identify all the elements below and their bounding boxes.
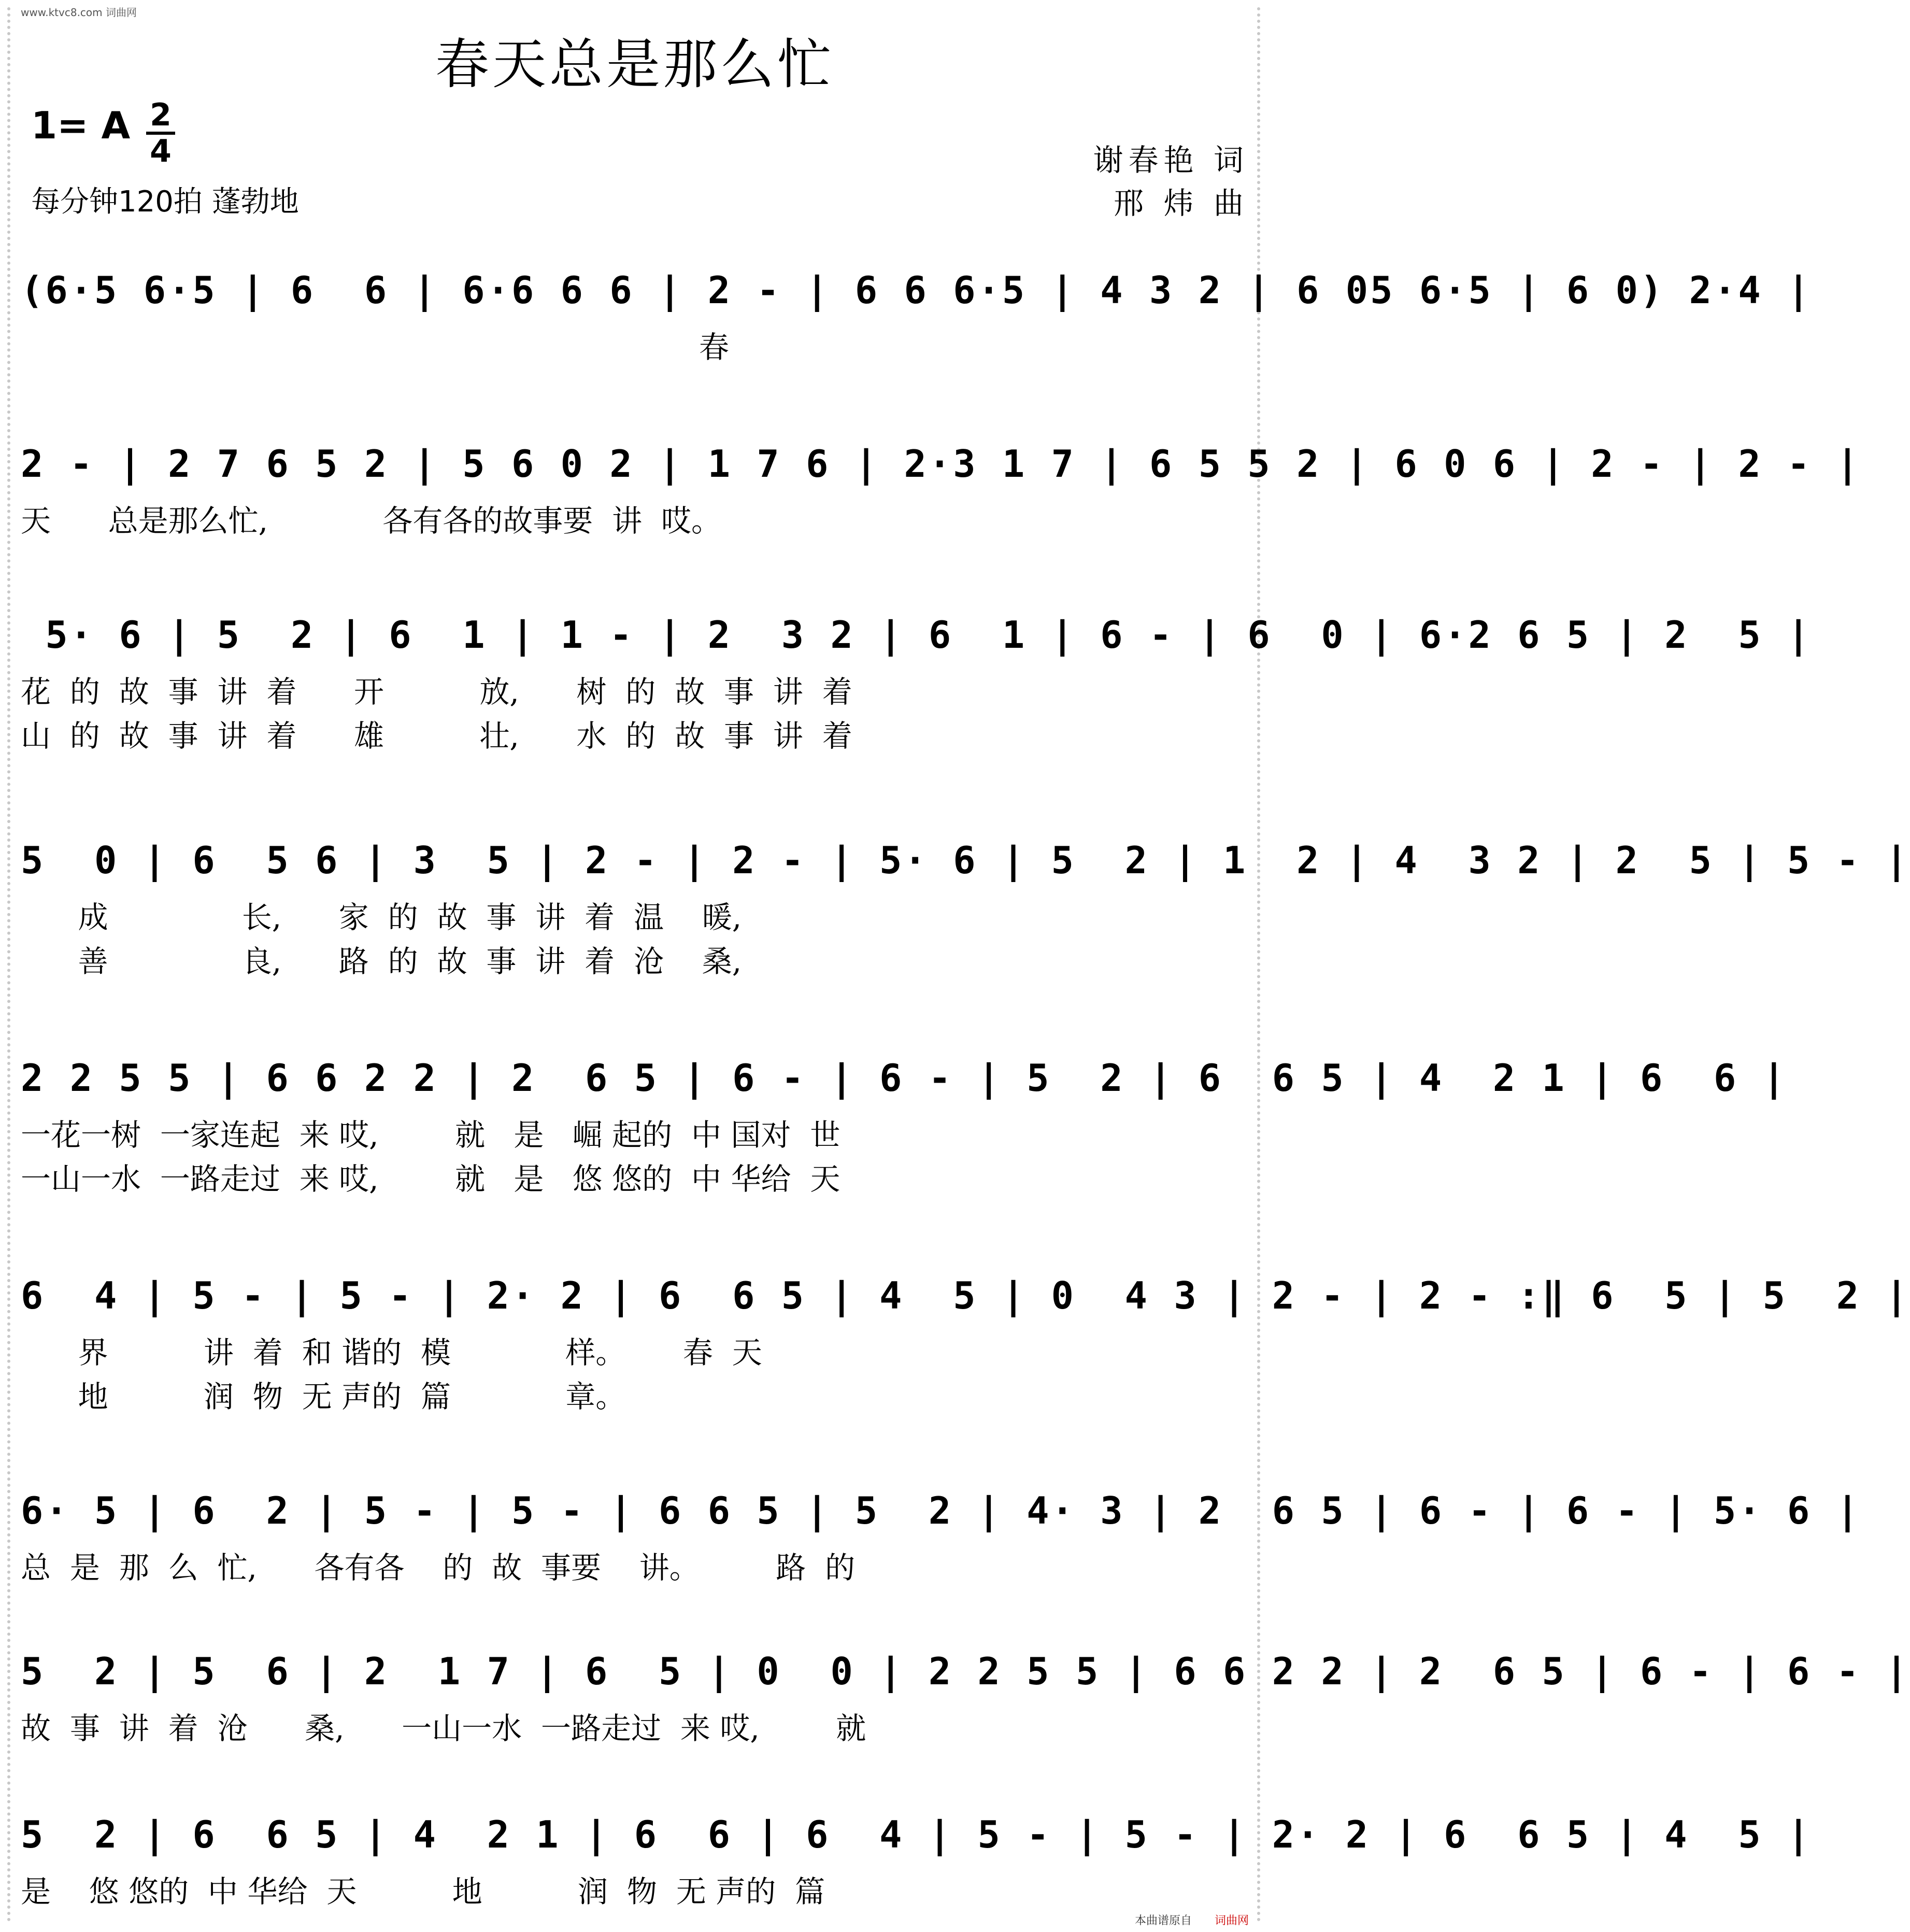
notation-line: 5 0 | 6 5 6 | 3 5 | 2 - | 2 - | 5· 6 | 5 2 | 1 2 | 4 3 2 | 2 5 | 5 - | xyxy=(21,839,1910,882)
time-signature-bottom: 4 xyxy=(150,133,172,169)
footer-mark-left: 本曲谱原自 xyxy=(1134,1914,1192,1927)
source-watermark: www.ktvc8.com 词曲网 xyxy=(21,6,137,19)
lyric-line-1: 春 xyxy=(21,330,729,365)
notation-line: 5 2 | 5 6 | 2 1 7 | 6 5 | 0 0 | 2 2 5 5 | 6 6 2 2 | 2 6 5 | 6 - | 6 - | xyxy=(21,1650,1910,1693)
lyric-line-2: 一山一水 一路走过 来 哎, 就 是 悠 悠的 中 华给 天 xyxy=(21,1161,840,1197)
notation-line: 6· 5 | 6 2 | 5 - | 5 - | 6 6 5 | 5 2 | 4· 3 | 2 6 5 | 6 - | 6 - | 5· 6 | xyxy=(21,1489,1861,1532)
notation-line: 5· 6 | 5 2 | 6 1 | 1 - | 2 3 2 | 6 1 | 6 - | 6 0 | 6·2 6 5 | 2 5 | xyxy=(21,613,1812,657)
tempo-marking: 每分钟120拍 蓬勃地 xyxy=(31,185,299,219)
lyric-line-1: 故 事 讲 着 沧 桑, 一山一水 一路走过 来 哎, 就 xyxy=(21,1711,866,1746)
key-signature: 1= A xyxy=(31,104,131,147)
lyric-line-1: 天 总是那么忙, 各有各的故事要 讲 哎。 xyxy=(21,503,722,538)
time-signature xyxy=(145,98,176,168)
composer-credit: 邢 炜 曲 xyxy=(1114,186,1249,221)
lyric-line-2: 善 良, 路 的 故 事 讲 着 沧 桑, xyxy=(21,944,742,979)
footer-mark-right: 词曲网 xyxy=(1214,1914,1249,1927)
song-title: 春天总是那么忙 xyxy=(435,33,834,96)
lyric-line-2: 地 润 物 无 声的 篇 章。 xyxy=(21,1379,626,1414)
lyric-line-1: 一花一树 一家连起 来 哎, 就 是 崛 起的 中 国对 世 xyxy=(21,1117,840,1153)
notation-line: 2 2 5 5 | 6 6 2 2 | 2 6 5 | 6 - | 6 - | 5 2 | 6 6 5 | 4 2 1 | 6 6 | xyxy=(21,1056,1788,1100)
time-signature-top: 2 xyxy=(150,97,172,133)
lyric-line-1: 成 长, 家 的 故 事 讲 着 温 暖, xyxy=(21,900,742,935)
lyric-line-1: 花 的 故 事 讲 着 开 放, 树 的 故 事 讲 着 xyxy=(21,674,852,709)
lyric-line-2: 山 的 故 事 讲 着 雄 壮, 水 的 故 事 讲 着 xyxy=(21,718,852,754)
notation-line: 5 2 | 6 6 5 | 4 2 1 | 6 6 | 6 4 | 5 - | 5 - | 2· 2 | 6 6 5 | 4 5 | xyxy=(21,1813,1812,1856)
lyric-line-1: 总 是 那 么 忙, 各有各 的 故 事要 讲。 路 的 xyxy=(21,1550,856,1585)
lyric-line-1: 是 悠 悠的 中 华给 天 地 润 物 无 声的 篇 xyxy=(21,1874,825,1909)
lyric-line-1: 界 讲 着 和 谐的 模 样。 春 天 xyxy=(21,1335,762,1370)
lyricist-credit: 谢春艳 词 xyxy=(1093,143,1249,178)
notation-line: (6·5 6·5 | 6 6 | 6·6 6 6 | 2 - | 6 6 6·5 | 4 3 2 | 6 05 6·5 | 6 0) 2·4 | xyxy=(21,268,1812,312)
notation-line: 6 4 | 5 - | 5 - | 2· 2 | 6 6 5 | 4 5 | 0 4 3 | 2 - | 2 - :‖ 6 5 | 5 2 | xyxy=(21,1274,1910,1317)
notation-line: 2 - | 2 7 6 5 2 | 5 6 0 2 | 1 7 6 | 2·3 1 7 | 6 5 5 2 | 6 0 6 | 2 - | 2 - | xyxy=(21,442,1861,486)
